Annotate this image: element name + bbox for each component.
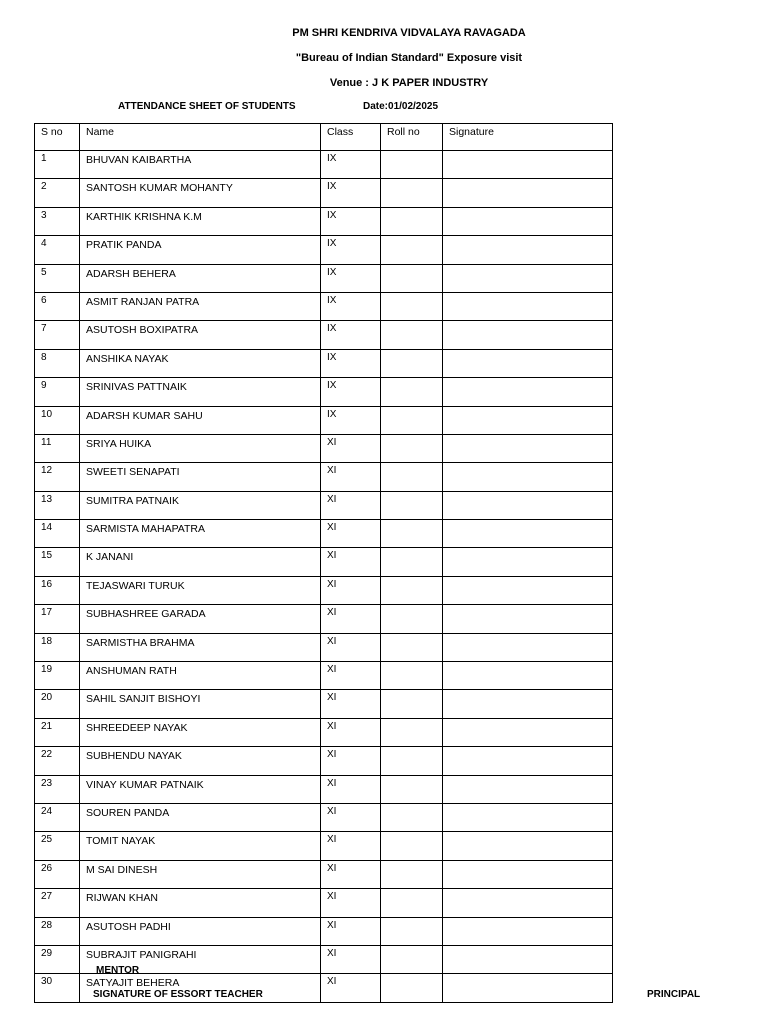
signature-cell xyxy=(443,491,613,519)
student-name-cell: ASUTOSH PADHI xyxy=(80,917,321,945)
class-cell: IX xyxy=(321,236,381,264)
signature-cell xyxy=(443,633,613,661)
class-cell: IX xyxy=(321,406,381,434)
roll-no-cell xyxy=(381,179,443,207)
table-row xyxy=(35,690,613,718)
signature-cell xyxy=(443,434,613,462)
class-cell: IX xyxy=(321,378,381,406)
roll-no-cell xyxy=(381,633,443,661)
student-name-cell: SANTOSH KUMAR MOHANTY xyxy=(80,179,321,207)
student-name-cell: VINAY KUMAR PATNAIK xyxy=(80,775,321,803)
student-name-cell: ADARSH KUMAR SAHU xyxy=(80,406,321,434)
roll-no-cell xyxy=(381,463,443,491)
signature-cell xyxy=(443,917,613,945)
serial-number-cell: 22 xyxy=(35,747,80,775)
serial-number-cell: 3 xyxy=(35,207,80,235)
student-name-cell: SRINIVAS PATTNAIK xyxy=(80,378,321,406)
column-header-roll-no: Roll no xyxy=(381,124,443,151)
student-name-cell: KARTHIK KRISHNA K.M xyxy=(80,207,321,235)
signature-cell xyxy=(443,321,613,349)
student-name-cell: TEJASWARI TURUK xyxy=(80,576,321,604)
signature-cell xyxy=(443,718,613,746)
class-cell: XI xyxy=(321,548,381,576)
class-cell: IX xyxy=(321,292,381,320)
serial-number-cell: 13 xyxy=(35,491,80,519)
student-name-cell: SAHIL SANJIT BISHOYI xyxy=(80,690,321,718)
table-row xyxy=(35,264,613,292)
signature-cell xyxy=(443,860,613,888)
class-cell: XI xyxy=(321,491,381,519)
table-row xyxy=(35,236,613,264)
escort-signature-label: SIGNATURE OF ESSORT TEACHER xyxy=(93,989,263,1000)
student-name-cell: SUMITRA PATNAIK xyxy=(80,491,321,519)
student-name-cell: SARMISTHA BRAHMA xyxy=(80,633,321,661)
table-row xyxy=(35,917,613,945)
table-row xyxy=(35,747,613,775)
serial-number-cell: 6 xyxy=(35,292,80,320)
student-name-cell: SHREEDEEP NAYAK xyxy=(80,718,321,746)
roll-no-cell xyxy=(381,548,443,576)
class-cell: XI xyxy=(321,860,381,888)
class-cell: IX xyxy=(321,321,381,349)
serial-number-cell: 10 xyxy=(35,406,80,434)
table-row xyxy=(35,662,613,690)
serial-number-cell: 2 xyxy=(35,179,80,207)
roll-no-cell xyxy=(381,151,443,179)
class-cell: IX xyxy=(321,179,381,207)
column-header-sno: S no xyxy=(35,124,80,151)
serial-number-cell: 9 xyxy=(35,378,80,406)
class-cell: XI xyxy=(321,463,381,491)
class-cell: XI xyxy=(321,889,381,917)
signature-cell xyxy=(443,463,613,491)
student-name-cell: ANSHUMAN RATH xyxy=(80,662,321,690)
table-header-row xyxy=(35,124,613,151)
roll-no-cell xyxy=(381,974,443,1002)
serial-number-cell: 26 xyxy=(35,860,80,888)
signature-cell xyxy=(443,690,613,718)
table-row xyxy=(35,207,613,235)
class-cell: XI xyxy=(321,775,381,803)
table-row xyxy=(35,775,613,803)
serial-number-cell: 4 xyxy=(35,236,80,264)
roll-no-cell xyxy=(381,321,443,349)
serial-number-cell: 23 xyxy=(35,775,80,803)
table-row xyxy=(35,605,613,633)
table-row xyxy=(35,151,613,179)
roll-no-cell xyxy=(381,747,443,775)
school-name: PM SHRI KENDRIVA VIDVALAYA RAVAGADA xyxy=(292,27,526,39)
serial-number-cell: 19 xyxy=(35,662,80,690)
signature-cell xyxy=(443,378,613,406)
class-cell: XI xyxy=(321,803,381,831)
serial-number-cell: 21 xyxy=(35,718,80,746)
class-cell: IX xyxy=(321,151,381,179)
serial-number-cell: 25 xyxy=(35,832,80,860)
student-name-cell: ADARSH BEHERA xyxy=(80,264,321,292)
table-row xyxy=(35,548,613,576)
table-body xyxy=(35,151,613,1003)
column-header-name: Name xyxy=(80,124,321,151)
serial-number-cell: 20 xyxy=(35,690,80,718)
class-cell: XI xyxy=(321,520,381,548)
signature-cell xyxy=(443,576,613,604)
serial-number-cell: 12 xyxy=(35,463,80,491)
column-header-signature: Signature xyxy=(443,124,613,151)
roll-no-cell xyxy=(381,264,443,292)
serial-number-cell: 15 xyxy=(35,548,80,576)
student-name-cell: BHUVAN KAIBARTHA xyxy=(80,151,321,179)
class-cell: XI xyxy=(321,974,381,1002)
serial-number-cell: 27 xyxy=(35,889,80,917)
student-name-cell: RIJWAN KHAN xyxy=(80,889,321,917)
signature-cell xyxy=(443,945,613,973)
signature-cell xyxy=(443,662,613,690)
sheet-title: ATTENDANCE SHEET OF STUDENTS xyxy=(118,101,296,112)
serial-number-cell: 29 xyxy=(35,945,80,973)
class-cell: XI xyxy=(321,832,381,860)
signature-cell xyxy=(443,548,613,576)
table-row xyxy=(35,576,613,604)
signature-cell xyxy=(443,292,613,320)
table-row xyxy=(35,378,613,406)
serial-number-cell: 28 xyxy=(35,917,80,945)
student-name-cell: PRATIK PANDA xyxy=(80,236,321,264)
roll-no-cell xyxy=(381,520,443,548)
table-row xyxy=(35,491,613,519)
event-title: "Bureau of Indian Standard" Exposure visit xyxy=(295,52,523,64)
roll-no-cell xyxy=(381,718,443,746)
student-name-cell: SRIYA HUIKA xyxy=(80,434,321,462)
roll-no-cell xyxy=(381,690,443,718)
signature-cell xyxy=(443,207,613,235)
roll-no-cell xyxy=(381,605,443,633)
serial-number-cell: 16 xyxy=(35,576,80,604)
roll-no-cell xyxy=(381,207,443,235)
signature-cell xyxy=(443,264,613,292)
signature-cell xyxy=(443,349,613,377)
table-row xyxy=(35,860,613,888)
column-header-class: Class xyxy=(321,124,381,151)
attendance-table xyxy=(34,123,613,1003)
table-row xyxy=(35,803,613,831)
venue: Venue : J K PAPER INDUSTRY xyxy=(329,77,489,89)
class-cell: XI xyxy=(321,690,381,718)
signature-cell xyxy=(443,236,613,264)
class-cell: IX xyxy=(321,264,381,292)
class-cell: XI xyxy=(321,434,381,462)
sheet-date: Date:01/02/2025 xyxy=(363,101,439,112)
table-row xyxy=(35,463,613,491)
serial-number-cell: 1 xyxy=(35,151,80,179)
student-name-cell: SARMISTA MAHAPATRA xyxy=(80,520,321,548)
roll-no-cell xyxy=(381,349,443,377)
serial-number-cell: 8 xyxy=(35,349,80,377)
roll-no-cell xyxy=(381,406,443,434)
serial-number-cell: 11 xyxy=(35,434,80,462)
class-cell: XI xyxy=(321,747,381,775)
serial-number-cell: 5 xyxy=(35,264,80,292)
student-name-cell: SUBHENDU NAYAK xyxy=(80,747,321,775)
student-name-cell: ASMIT RANJAN PATRA xyxy=(80,292,321,320)
class-cell: XI xyxy=(321,917,381,945)
student-name-cell: TOMIT NAYAK xyxy=(80,832,321,860)
roll-no-cell xyxy=(381,236,443,264)
signature-cell xyxy=(443,803,613,831)
signature-cell xyxy=(443,406,613,434)
class-cell: IX xyxy=(321,349,381,377)
roll-no-cell xyxy=(381,917,443,945)
table-row xyxy=(35,179,613,207)
table-row xyxy=(35,406,613,434)
signature-cell xyxy=(443,747,613,775)
class-cell: IX xyxy=(321,207,381,235)
table-row xyxy=(35,633,613,661)
serial-number-cell: 24 xyxy=(35,803,80,831)
signature-cell xyxy=(443,832,613,860)
roll-no-cell xyxy=(381,378,443,406)
student-name-cell: ANSHIKA NAYAK xyxy=(80,349,321,377)
roll-no-cell xyxy=(381,292,443,320)
roll-no-cell xyxy=(381,945,443,973)
class-cell: XI xyxy=(321,718,381,746)
mentor-label: MENTOR xyxy=(96,965,140,976)
table-row xyxy=(35,718,613,746)
roll-no-cell xyxy=(381,832,443,860)
signature-cell xyxy=(443,974,613,1002)
table-row xyxy=(35,321,613,349)
table-row xyxy=(35,349,613,377)
table-row xyxy=(35,520,613,548)
student-name-cell: ASUTOSH BOXIPATRA xyxy=(80,321,321,349)
student-name-cell: SUBHASHREE GARADA xyxy=(80,605,321,633)
signature-cell xyxy=(443,151,613,179)
table-row xyxy=(35,832,613,860)
roll-no-cell xyxy=(381,662,443,690)
roll-no-cell xyxy=(381,860,443,888)
signature-cell xyxy=(443,520,613,548)
student-name-cell: K JANANI xyxy=(80,548,321,576)
signature-cell xyxy=(443,179,613,207)
student-name-cell: SATYAJIT BEHERA xyxy=(80,974,321,1002)
roll-no-cell xyxy=(381,775,443,803)
serial-number-cell: 17 xyxy=(35,605,80,633)
roll-no-cell xyxy=(381,576,443,604)
table-row xyxy=(35,292,613,320)
student-name-cell: SUBRAJIT PANIGRAHI xyxy=(80,945,321,973)
roll-no-cell xyxy=(381,803,443,831)
class-cell: XI xyxy=(321,945,381,973)
student-name-cell: SWEETI SENAPATI xyxy=(80,463,321,491)
serial-number-cell: 30 xyxy=(35,974,80,1002)
class-cell: XI xyxy=(321,633,381,661)
principal-label: PRINCIPAL xyxy=(647,989,701,1000)
class-cell: XI xyxy=(321,605,381,633)
serial-number-cell: 14 xyxy=(35,520,80,548)
signature-cell xyxy=(443,889,613,917)
roll-no-cell xyxy=(381,491,443,519)
student-name-cell: SOUREN PANDA xyxy=(80,803,321,831)
serial-number-cell: 18 xyxy=(35,633,80,661)
roll-no-cell xyxy=(381,889,443,917)
signature-cell xyxy=(443,605,613,633)
class-cell: XI xyxy=(321,662,381,690)
student-name-cell: M SAI DINESH xyxy=(80,860,321,888)
roll-no-cell xyxy=(381,434,443,462)
table-row xyxy=(35,434,613,462)
table-row xyxy=(35,889,613,917)
signature-cell xyxy=(443,775,613,803)
serial-number-cell: 7 xyxy=(35,321,80,349)
class-cell: XI xyxy=(321,576,381,604)
